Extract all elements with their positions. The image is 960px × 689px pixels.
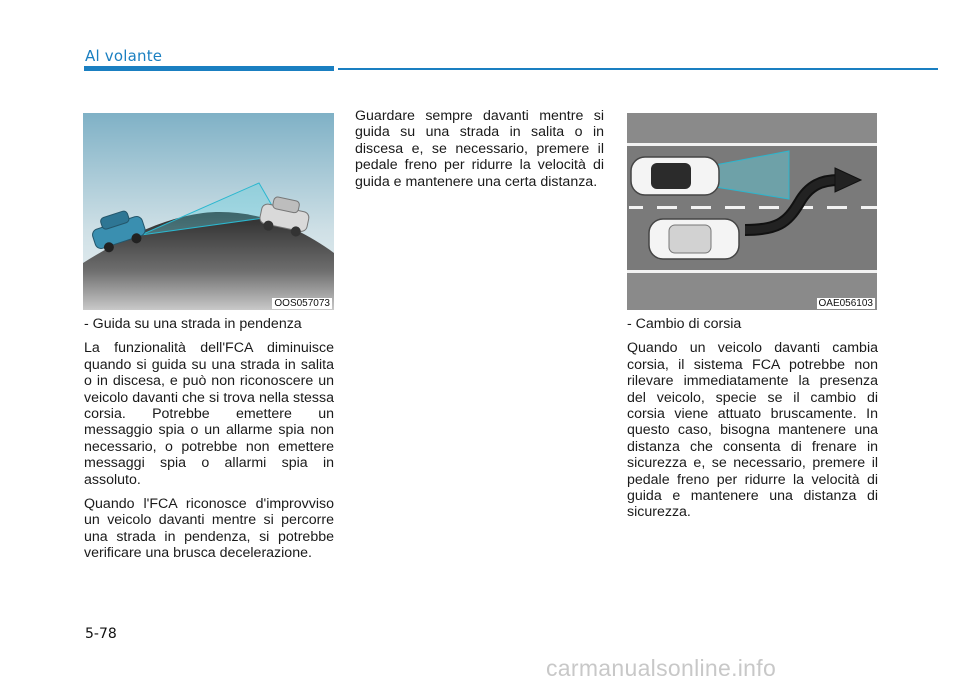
page-number: 5-78 [85, 626, 117, 642]
header-rule-thin [338, 68, 938, 70]
figure-lane-change-illustration [627, 113, 877, 310]
subheading-lane-change: - Cambio di corsia [627, 316, 742, 332]
watermark: carmanualsonline.info [546, 655, 777, 681]
figure-code: OOS057073 [274, 298, 330, 309]
subheading-slope: - Guida su una strada in pendenza [84, 316, 302, 332]
figure-code: OAE056103 [818, 298, 873, 309]
column-middle [355, 108, 604, 198]
header-rule-thick [84, 66, 334, 71]
paragraph: Quando un veicolo davanti cambia corsia, il sistema FCA potrebbe non rilevare immediatamente la presenza del veicolo, specie se il cambio di corsia viene attuato bruscamente. In questo caso, bisogna mantenere una distanza che consenta di frenare in sicurezza e, se necessario, premere il pedale freno per ridurre la velocità di guida e mantenere una distanza di sicurezza. [627, 340, 878, 521]
section-title: Al volante [85, 47, 163, 65]
paragraph: Quando l'FCA riconosce d'improvviso un veicolo davanti mentre si percorre una strada in pendenza, si potrebbe verificare una brusca decelerazione. [84, 496, 334, 562]
column-left [84, 316, 334, 570]
column-right [627, 316, 878, 529]
uphill-vehicles-sensor-illustration [83, 113, 334, 310]
lane-change-vehicles-illustration [627, 113, 877, 310]
figure-slope-illustration [83, 113, 334, 310]
paragraph: La funzionalità dell'FCA diminuisce quando si guida su una strada in salita o in discesa, e può non riconoscere un veicolo davanti che si trova nella stessa corsia. Potrebbe emettere un messaggio spia o un allarme spia non necessario, o potrebbe non emettere messaggi spia o allarmi spia in assoluto. [84, 340, 334, 488]
paragraph: Guardare sempre davanti mentre si guida su una strada in salita o in discesa e, se necessario, premere il pedale freno per ridurre la velocità di guida e mantenere una certa distanza. [355, 108, 604, 190]
